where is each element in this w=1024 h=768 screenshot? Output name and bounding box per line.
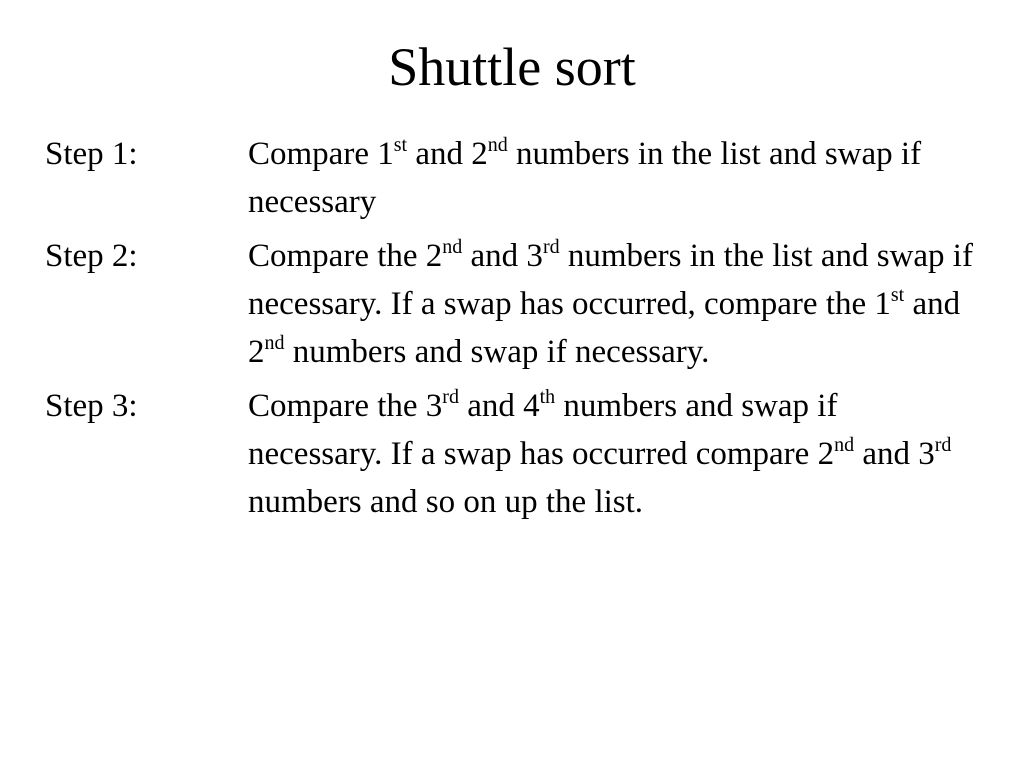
ordinal-suffix: th (539, 386, 556, 408)
ordinal-suffix: nd (487, 134, 508, 156)
step-text-part: Compare the 2 (248, 238, 443, 274)
step-text-part: numbers and so on up the list. (248, 484, 644, 520)
slide-title: Shuttle sort (388, 37, 636, 97)
step-item-1 (45, 130, 985, 226)
ordinal-suffix: st (890, 284, 905, 306)
ordinal-suffix: rd (442, 386, 459, 408)
step-text-part: and 3 (854, 436, 935, 472)
step-text-part: and 4 (458, 388, 540, 424)
step-item-2 (45, 232, 985, 376)
step-text (248, 382, 973, 526)
step-text-part: numbers in the list and swap if necessary. If a swap has occurred, compare the 1 (248, 238, 973, 322)
ordinal-suffix: rd (542, 236, 560, 258)
step-text-part: and 3 (462, 238, 543, 274)
step-text (248, 130, 973, 226)
steps-list (45, 130, 985, 532)
step-text-part: numbers and swap if necessary. (284, 334, 710, 370)
ordinal-suffix: nd (834, 434, 855, 456)
ordinal-suffix: nd (442, 236, 463, 258)
step-text-part: Compare the 3 (248, 388, 443, 424)
step-text-part: Compare 1 (248, 136, 394, 172)
step-text-part: and 2 (407, 136, 488, 172)
step-text-part: and 2 (248, 286, 961, 370)
step-text-part: numbers in the list and swap if necessary (248, 136, 922, 220)
ordinal-suffix: rd (934, 434, 952, 456)
step-item-3 (45, 382, 985, 526)
ordinal-suffix: st (393, 134, 408, 156)
ordinal-suffix: nd (264, 332, 285, 354)
step-text (248, 232, 973, 376)
step-label: Step 1: (45, 136, 138, 172)
step-label: Step 3: (45, 388, 138, 424)
step-text-part: numbers and swap if necessary. If a swap has occurred compare 2 (248, 388, 838, 472)
step-label: Step 2: (45, 238, 138, 274)
